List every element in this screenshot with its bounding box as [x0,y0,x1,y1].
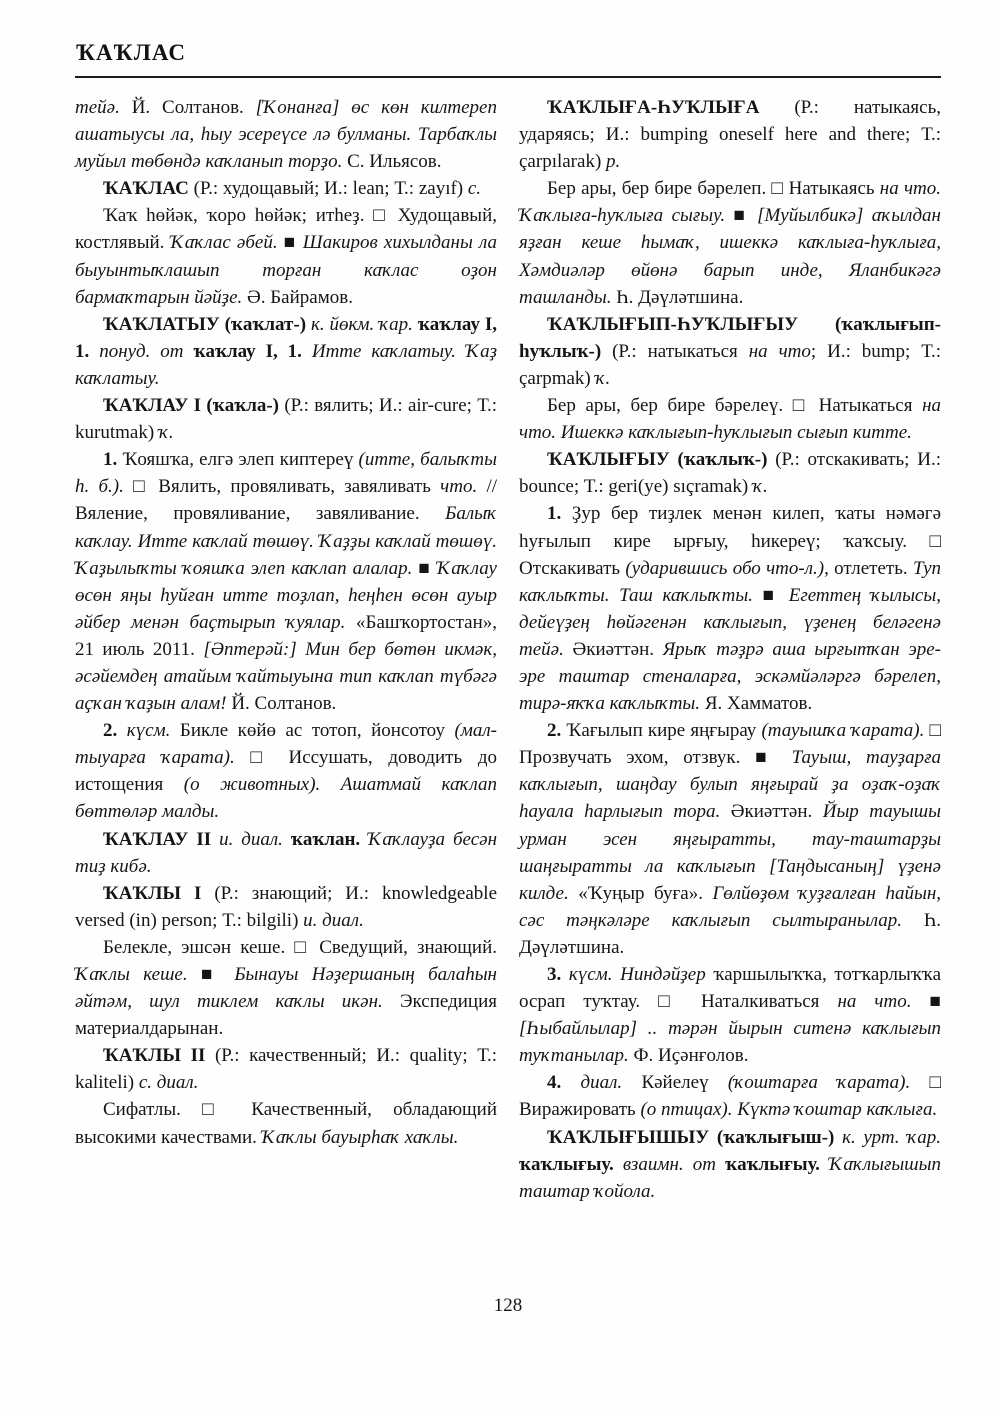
text-segment: Кәйелеү [641,1072,728,1094]
dictionary-paragraph [519,1069,941,1123]
column-left [75,94,497,1205]
dictionary-paragraph [75,880,497,934]
text-segment: Егеттең ҡылысы, дейеүҙең һөйәгенән каҡлығып, үҙенең беләгенә тейә. [519,584,941,660]
text-segment: ; И.: bump; Т.: çarpmak) [519,340,942,389]
text-segment: на что. Ишеккә каҡлығып-һуҡлығып сығып китте. [519,395,941,444]
text-segment: (о животных). Ашатмай каҡлап бөттөләр малды. [75,774,497,823]
text-segment: Ҡағылып кире яңғырау [566,720,762,742]
text-segment: ■ [733,205,758,227]
text-segment: Белекле, эшсән кеше. □ Сведущий, знающий. [103,936,497,958]
text-segment: □ Виражировать [519,1072,941,1121]
dictionary-paragraph [519,175,941,310]
text-segment: [Һыбайлылар] .. тәрән йырын ситенә каҡлығып туҡтанылар. [519,1018,941,1067]
text-segment: ҠАҠЛЫ II [103,1045,215,1067]
text-segment: Бынауы Нәҙершаның балаһын әйтәм, шул тиклем каҡлы икән. [75,964,497,1013]
header-rule [75,76,941,78]
text-segment: тейә. [75,97,132,118]
text-segment: Экспедиция материалдарынан. [75,991,497,1040]
text-segment: Й. Солтанов. [131,97,256,118]
text-segment: ҡаҡлау I, 1. [75,313,498,362]
text-segment: күсм. Ниндәйҙер [568,964,714,985]
dictionary-paragraph [75,1096,497,1150]
dictionary-paragraph [519,311,941,392]
dictionary-paragraph [75,94,497,175]
text-segment: Ә. Байрамов. [247,286,353,308]
text-segment: (Р.: натыкаться [612,340,749,362]
text-segment: ■ [418,557,438,579]
text-segment: ҡ. [752,476,768,498]
text-segment: Ф. Иҫәнғолов. [633,1045,749,1067]
text-segment: Бер ары, бер бире бәрелеү. □ Натыкаться [547,395,923,417]
text-segment: (Р.: натыкаясь, ударяясь; И.: bumping oneself here and there; Т.: çarpılarak) [519,97,941,173]
text-segment: «Башҡортостан», 21 июль 2011. [75,611,497,660]
text-segment: // Вяление, провяливание, завяливание. [75,476,497,525]
text-segment: Ҡаҡлау өсөн яңы һуйған итте тоҙлап, һеңһен өсөн ауыр әйбер менән баҫтырып ҡуялар. [75,557,497,633]
text-segment: к. урт. ҡар. [842,1126,941,1148]
text-segment: с. диал. [138,1072,199,1094]
text-segment: ҠАҠЛЫҒЫШЫУ (ҡаҡлығыш-) [547,1126,843,1148]
text-segment: ҡаҡлығыу. [519,1153,623,1175]
dictionary-paragraph [519,1124,941,1205]
text-segment: (Р.: качественный; И.: quality; Т.: kaliteli) [75,1045,498,1094]
text-segment: ■ [283,232,303,254]
text-segment: ҠАҠЛАС [103,178,194,200]
dictionary-paragraph [519,500,941,717]
text-segment: на что. Ҡаҡлыға-һуҡлыға сығыу. [519,178,941,227]
dictionary-paragraph [75,1042,497,1096]
text-segment: ҠАҠЛЫ I [103,882,215,904]
text-segment: Й. Солтанов. [231,693,337,715]
dictionary-paragraph [75,717,497,825]
text-segment: (о птицах). Күктә ҡоштар каҡлыға. [640,1099,938,1121]
text-segment: Ҡаҡлы бауырһаҡ хаҡлы. [261,1126,459,1148]
text-segment: диал. [580,1072,642,1094]
text-segment: 3. [547,964,569,985]
text-segment: Балыҡ каҡлау. Итте каҡлай төшөү. Ҡаҙҙы каҡлай төшөү. Ҡаҙылыҡты ҡояшҡа элеп каҡлап алалар. [75,503,497,579]
text-segment: Һ. Дәүләтшина. [616,286,744,308]
text-columns [75,94,941,1205]
text-segment: Ярыҡ тәҙрә аша ырғытҡан эре-эре таштар стеналарға, эскәмйәләргә бәрелеп, тирә-яҡҡа каҡлыҡты. [519,638,942,715]
text-segment: Бер ары, бер бире бәрелеп. □ Натыкаясь [547,178,880,200]
text-segment: □ Вялить, провяливать, завяливать [133,476,441,498]
dictionary-paragraph [519,446,941,500]
text-segment: ҠАҠЛЫҒЫУ (ҡаҡлыҡ-) [547,449,776,471]
text-segment: ҡаҡлығыу. [725,1153,830,1175]
text-segment: ■ [929,991,941,1013]
page-number: 128 [493,1295,523,1316]
text-segment: Итте каҡлатыу. Ҡаҙ каҡлатыу. [75,340,498,389]
text-segment: Шакиров хихылданы ла быуынтыҡлашып торған каҡлас оҙон бармаҡтарын йәйҙе. [75,232,497,308]
column-right [519,94,941,1205]
text-segment: 1. [547,503,572,525]
text-segment: (Р.: знающий; И.: knowledgeable versed (in) person; Т.: bilgili) [75,882,497,931]
dictionary-paragraph [75,202,497,310]
dictionary-paragraph [519,961,941,1069]
dictionary-paragraph [75,392,497,446]
text-segment: «Ҡуңыр буға». [578,882,713,904]
text-segment: на что. [837,991,930,1013]
text-segment: Ҡаҡлас әбей. [170,232,284,254]
text-segment: на что [748,340,811,362]
text-segment: □ Иссушать, доводить до истощения [75,747,497,796]
text-segment: Ҡаҡлығышып таштар ҡойола. [519,1153,941,1202]
text-segment: 4. [547,1072,581,1094]
dictionary-paragraph [75,446,497,717]
dictionary-paragraph [75,311,497,392]
dictionary-paragraph [75,175,497,202]
text-segment: Һ. Дәүләтшина. [519,909,941,958]
text-segment: ҡ. [158,422,174,444]
text-segment: С. Ильясов. [347,151,442,173]
text-segment: (Р.: худощавый; И.: lean; Т.: zayıf) [193,178,468,200]
text-segment: ҠАҠЛЫҒЫП-ҺУҠЛЫҒЫУ (ҡаҡлығып-һуҡлыҡ-) [519,313,941,362]
text-segment: Сифатлы. □ Качественный, обладающий высокими качествами. [75,1099,497,1148]
text-segment: Гөлйөҙөм ҡуҙғалған һайын, сәс тәңкәләре каҡлығып сылтыранылар. [519,882,942,931]
text-segment: Туп каҡлыҡты. Таш каҡлыҡты. [519,557,941,606]
text-segment: Бикле көйө ас тотоп, йонсотоу [179,720,455,742]
running-head: ҠАҠЛАС [76,40,186,65]
dictionary-paragraph [75,826,497,880]
text-segment: Я. Хамматов. [704,693,813,715]
text-segment: [Ҡонанға] өс көн килтереп ашатыусы ла, һыу эсереүсе лә булманы. Тарбаҡлы муйыл төбөндә каҡланып торҙо. [75,97,497,173]
text-segment: ҡаҡлау I, 1. [193,340,312,362]
text-segment: и. диал. [219,828,291,850]
text-segment: ҠАҠЛАУ II [103,828,220,850]
text-segment: Ҡаҡлы кеше. [75,964,201,985]
text-segment: (Р.: вялить; И.: air-cure; Т.: kurutmak) [75,395,497,444]
text-segment: 2. [547,720,567,742]
text-segment: ■ [762,584,789,606]
text-segment: Тауыш, тауҙарға каҡлығып, шаңдау булып яңғырай ҙа оҙаҡ-оҙаҡ һауала һарлығып тора. [519,747,942,823]
text-segment: ҡ. [595,367,611,389]
dictionary-paragraph [75,934,497,1042]
text-segment: Ҡояшҡа, елгә элеп киптереү [122,449,359,471]
text-segment: ҠАҠЛАУ I (ҡаҡла-) [103,395,285,417]
dictionary-paragraph [519,94,941,175]
text-segment: что. [440,476,487,498]
text-segment: р. [606,151,621,173]
text-segment: 1. [103,449,123,471]
text-segment: Ҙур бер тиҙлек менән килеп, ҡаты нәмәгә һуғылып кире ырғыу, һикереү; ҡаҡсыу. □ Отскакивать [519,503,941,579]
text-segment: 2. [103,720,127,742]
text-segment: (тауышҡа ҡарата). [761,720,930,742]
text-segment: ҡаҡлан. [290,828,369,850]
text-segment: Ҡаҡ һөйәк, ҡоро һөйәк; итһеҙ. □ Худощавый, костлявый. [75,205,497,254]
text-segment: Ҡаҡлауҙа бесән тиҙ кибә. [75,828,497,877]
dictionary-paragraph [519,717,941,961]
text-segment: ҠАҠЛАТЫУ (ҡаҡлат-) [103,313,311,335]
text-segment: с. [467,178,482,200]
text-segment: Әкиәттән. [730,801,823,823]
text-segment: и. диал. [303,909,364,931]
text-segment: □ Прозвучать эхом, отзвук. ■ [519,720,941,769]
text-segment: , отлететь. [824,557,913,579]
text-segment: взаимн. от [622,1153,726,1175]
text-segment: Әкиәттән. [572,638,663,660]
text-segment: ҠАҠЛЫҒА-ҺУҠЛЫҒА [547,97,795,118]
text-segment: Йыр тауышы урман эсен яңғыратты, тау-таштарҙы шаңғыратты ла каҡлығып [Таңдысаның] үҙенә килде. [519,801,941,904]
text-segment: (итте, балыҡты һ. б.). [75,449,497,498]
text-segment: (ҡоштарға ҡарата). [727,1072,930,1094]
text-segment: понуд. от [99,340,194,362]
text-segment: (мал-тыуарға ҡарата). [75,720,498,769]
dictionary-paragraph [519,392,941,446]
text-segment: ■ [200,964,235,985]
text-segment: ҡаршылыҡҡа, тотҡарлыҡҡа осрап туҡтау. □ Наталкиваться [519,964,941,1013]
text-segment: [Муйылбикә] аҡылдан яҙған кеше һымаҡ, ишеккә каҡлыға-һуҡлыға, Хәмдиәләр өйөнә барып инде, Яланбикәгә ташланды. [519,205,941,308]
text-segment: к. йөкм. ҡар. [310,313,418,335]
text-segment: (Р.: отскакивать; И.: bounce; Т.: geri(ye) sıçramak) [519,449,942,498]
text-segment: күсм. [126,720,180,742]
text-segment: [Әптерәй:] Мин бер бөтөн икмәк, әсәйемдең атайым ҡайтыуына тип каҡлап түбәгә аҫҡан ҡаҙын алам! [75,638,497,715]
text-segment: (ударившись обо что-л.) [625,557,825,579]
